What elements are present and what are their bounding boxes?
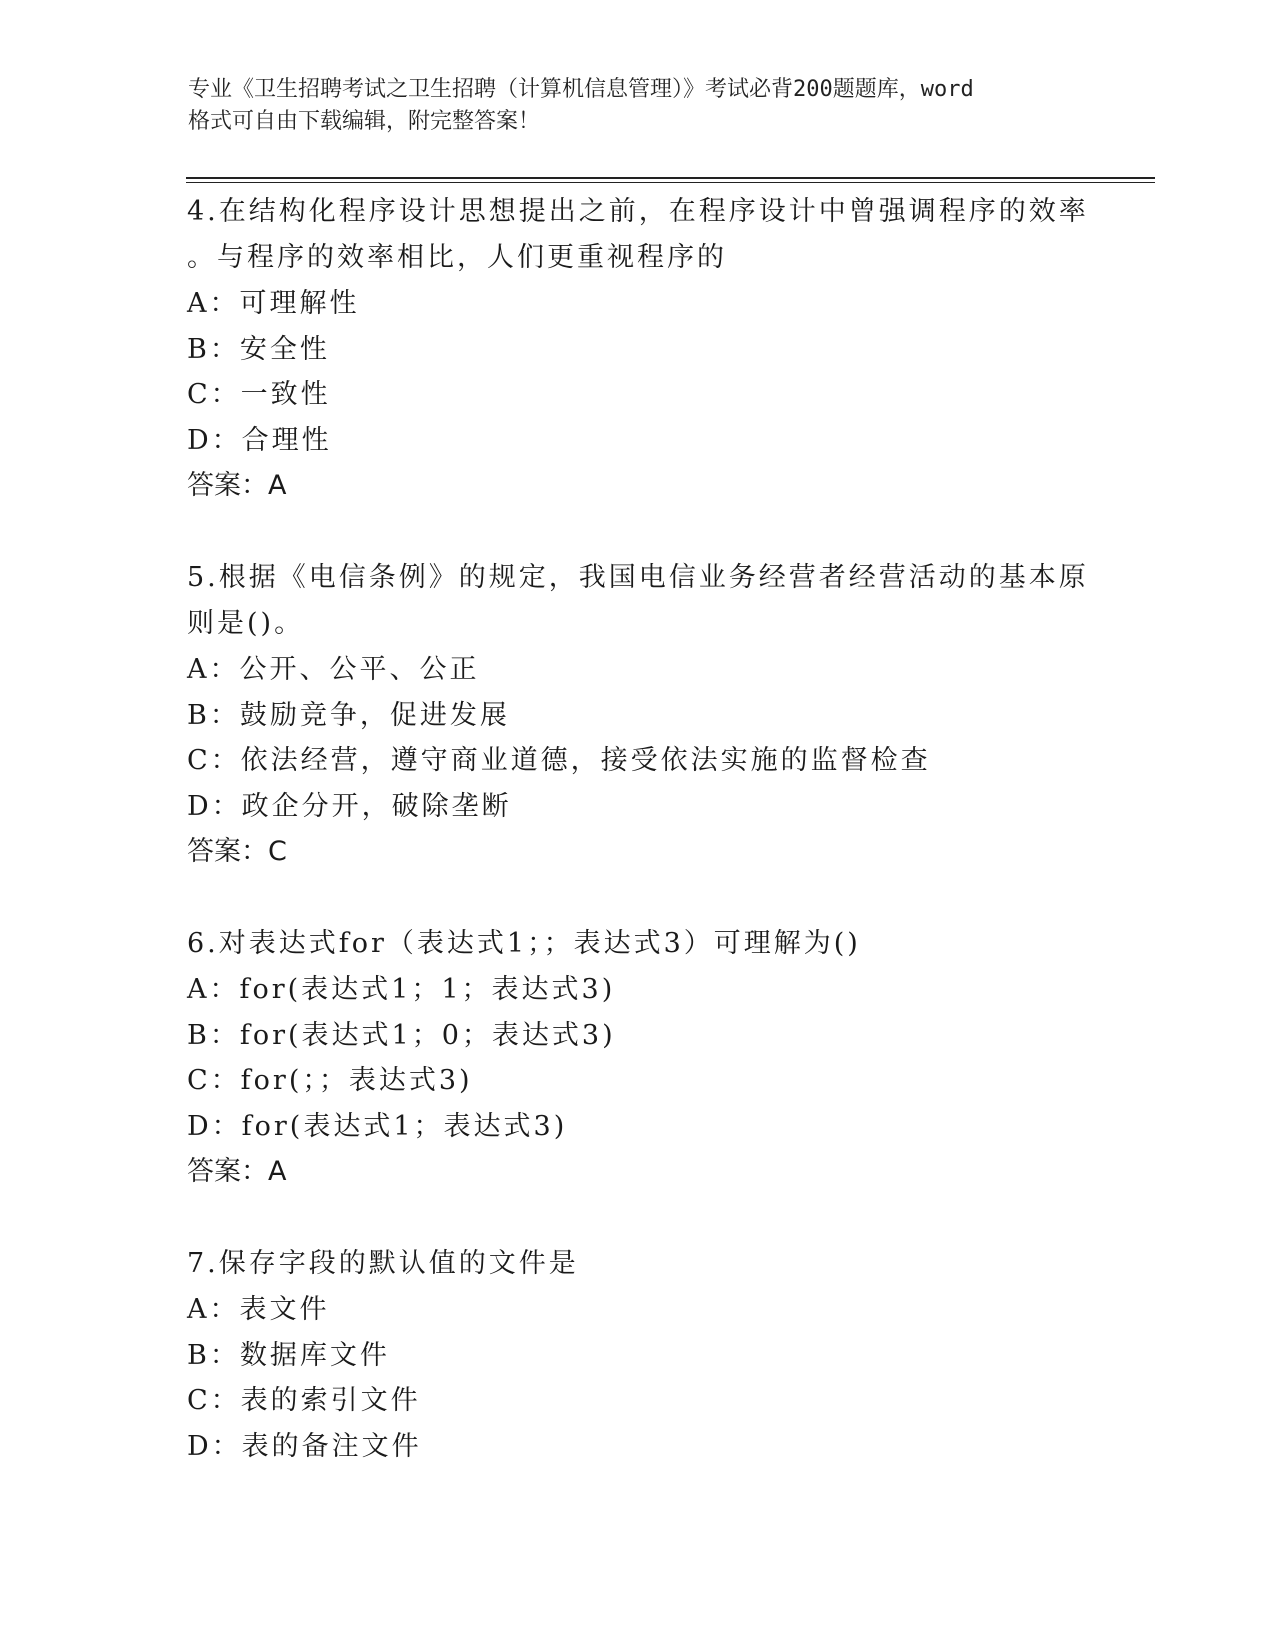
question-text-line: 。与程序的效率相比，人们更重视程序的 [187,242,727,273]
option-a: A：可理解性 [187,288,360,319]
header-divider-thick [186,177,1155,179]
question-5 [187,555,1147,875]
option-a: A：for(表达式1；1；表达式3) [187,974,616,1005]
option-b: B：鼓励竞争，促进发展 [187,699,510,731]
document-header [188,74,1108,138]
option-b: B：数据库文件 [187,1339,390,1371]
question-text-line: 6.对表达式for（表达式1；；表达式3）可理解为() [187,928,861,959]
answer-line: 答案：A [187,1156,287,1187]
question-4 [187,189,1147,509]
question-spacer [187,1195,1147,1241]
option-d: D：政企分开，破除垄断 [187,790,512,822]
question-text-line: 4.在结构化程序设计思想提出之前，在程序设计中曾强调程序的效率 [187,196,1089,227]
header-divider-thin [186,182,1155,183]
option-a: A：表文件 [187,1294,330,1325]
option-c: C：依法经营，遵守商业道德，接受依法实施的监督检查 [187,745,931,776]
question-7 [187,1241,1147,1469]
question-list [187,189,1147,1469]
question-spacer [187,509,1147,555]
option-d: D：for(表达式1；表达式3) [187,1110,568,1142]
header-title-line-1: 专业《卫生招聘考试之卫生招聘（计算机信息管理）》考试必背200题题库，word [188,77,974,102]
option-c: C：for(；；表达式3) [187,1065,473,1096]
option-c: C：表的索引文件 [187,1385,421,1416]
header-title-line-2: 格式可自由下载编辑，附完整答案！ [188,109,541,134]
option-b: B：安全性 [187,333,330,365]
question-spacer [187,875,1147,921]
option-d: D：合理性 [187,424,332,456]
option-d: D：表的备注文件 [187,1430,422,1462]
question-6 [187,921,1147,1195]
option-c: C：一致性 [187,379,331,410]
answer-line: 答案：A [187,470,287,501]
option-a: A：公开、公平、公正 [187,654,480,685]
question-text-line: 则是()。 [187,608,305,639]
answer-line: 答案：C [187,836,287,867]
option-b: B：for(表达式1；0；表达式3) [187,1019,616,1051]
question-text-line: 7.保存字段的默认值的文件是 [187,1248,579,1279]
question-text-line: 5.根据《电信条例》的规定，我国电信业务经营者经营活动的基本原 [187,562,1089,593]
